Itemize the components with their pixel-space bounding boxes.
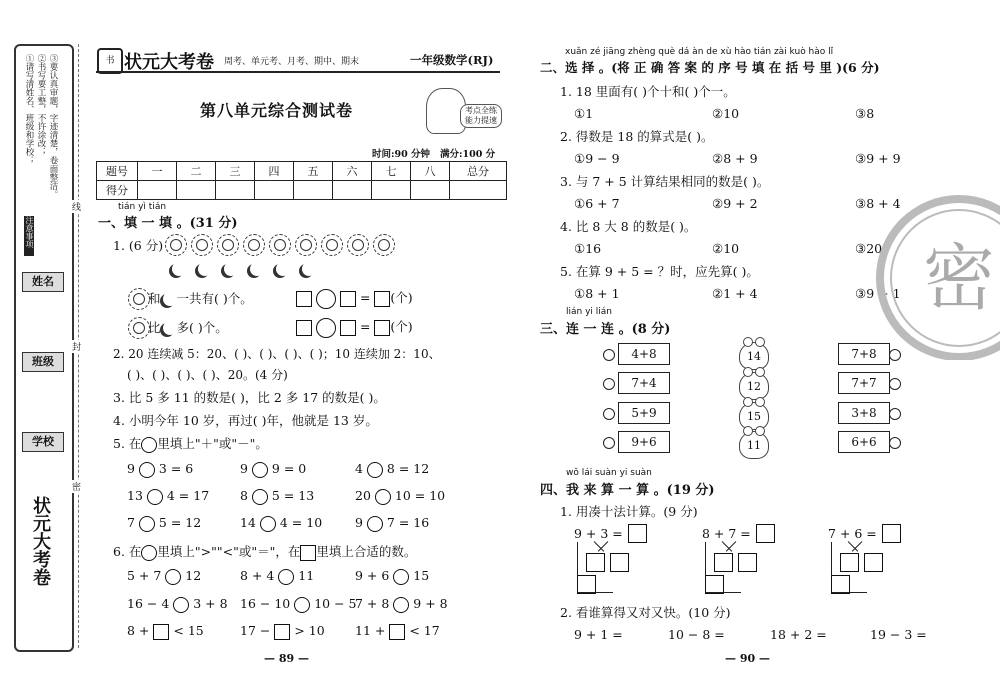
- operand: 16 − 10: [240, 596, 291, 611]
- q6-item: [240, 596, 356, 613]
- operator-circle[interactable]: [367, 462, 383, 478]
- match-dot[interactable]: [603, 349, 615, 361]
- choice-option[interactable]: ①1: [574, 106, 594, 121]
- cut-mark-1: 线: [72, 200, 81, 213]
- q1b-than: 比: [148, 320, 161, 335]
- operand: 8: [240, 488, 248, 503]
- answer-box[interactable]: [340, 320, 356, 336]
- part3-pinyin: lián yi lián: [566, 307, 612, 317]
- quick-calc[interactable]: 19 − 3 =: [870, 627, 927, 642]
- operator-circle[interactable]: [375, 489, 391, 505]
- mascot-caption-2: 能力提速: [465, 116, 497, 125]
- q1a-rest: 一共有( )个。: [176, 291, 253, 306]
- score-label: 得分: [97, 181, 138, 200]
- score-cell: 八: [411, 162, 450, 181]
- q6-mid: 里填上">""<"或"＝"，在: [157, 544, 301, 559]
- choice-option[interactable]: ③8 + 4: [855, 196, 901, 211]
- q6-item: [355, 623, 440, 640]
- operand: 10 = 10: [394, 488, 446, 503]
- q6-item: [240, 623, 325, 640]
- mascot-caption: [460, 104, 502, 128]
- operand: 3 + 8: [193, 596, 228, 611]
- q5-rest: 里填上"＋"或"－"。: [157, 436, 268, 451]
- q5-item: [127, 488, 209, 505]
- match-dot[interactable]: [889, 408, 901, 420]
- choice-option[interactable]: ②1 + 4: [712, 286, 758, 301]
- score-cell: 四: [255, 162, 294, 181]
- operand: 7: [127, 515, 135, 530]
- score-cell: 五: [294, 162, 333, 181]
- score-input[interactable]: [138, 181, 177, 200]
- q1a-and: 和: [148, 291, 161, 306]
- score-input[interactable]: [450, 181, 507, 200]
- part4-q1: 1. 用凑十法计算。(9 分): [560, 504, 698, 519]
- part1-heading: 一、填 一 填 。(31 分): [98, 216, 238, 231]
- make-ten-expression: 9 + 3 =: [574, 526, 623, 541]
- part4-q2: 2. 看谁算得又对又快。(10 分): [560, 605, 731, 620]
- sidebar-brand-logo: 状元大考卷: [30, 496, 51, 586]
- answer-box[interactable]: [628, 524, 647, 543]
- circle-glyph: [141, 437, 157, 453]
- operand: < 17: [409, 623, 440, 638]
- exam-time: 时间:90 分钟: [372, 149, 431, 160]
- header-grade: 一年级数学(RJ): [410, 53, 494, 67]
- sun-icon: [222, 239, 234, 251]
- frog-number[interactable]: 14: [739, 342, 769, 370]
- operand: 9 + 8: [413, 596, 448, 611]
- q5-intro: [113, 434, 268, 453]
- match-dot[interactable]: [889, 378, 901, 390]
- choice-option[interactable]: ②10: [712, 106, 740, 121]
- cut-mark-2: 封: [72, 340, 81, 353]
- operand: 4 = 17: [166, 488, 210, 503]
- q5-item: [355, 488, 445, 505]
- operand: 9: [127, 461, 135, 476]
- answer-box[interactable]: [831, 575, 850, 594]
- answer-box[interactable]: [586, 553, 605, 572]
- score-table-score-row: [97, 181, 507, 200]
- operand: 11: [298, 568, 315, 583]
- exam-title: 第八单元综合测试卷: [200, 101, 354, 120]
- moon-icon: [172, 262, 186, 276]
- circle-glyph: [141, 545, 157, 561]
- choice-option[interactable]: ②8 + 9: [712, 151, 758, 166]
- q2-line2: ( )、( )、( )、( )、20。(4 分): [127, 368, 288, 382]
- match-left-box[interactable]: 4+8: [618, 343, 670, 365]
- sidebar-badge: 注意事项: [24, 216, 34, 256]
- operator-circle[interactable]: [316, 289, 336, 309]
- sun-icon: [133, 322, 145, 334]
- q1b-text: [148, 318, 228, 336]
- score-cell: 二: [177, 162, 216, 181]
- score-input[interactable]: [216, 181, 255, 200]
- frog-number[interactable]: 15: [739, 402, 769, 430]
- q6-item: [355, 568, 429, 585]
- sun-icon: [248, 239, 260, 251]
- operand: 14: [240, 515, 256, 530]
- answer-box[interactable]: [374, 291, 390, 307]
- match-dot[interactable]: [889, 437, 901, 449]
- moon-icon: [163, 292, 177, 306]
- choice-option[interactable]: ①16: [574, 241, 602, 256]
- answer-box[interactable]: [610, 553, 629, 572]
- operand: 8 + 4: [240, 568, 275, 583]
- q4: 4. 小明今年 10 岁，再过( )年，他就是 13 岁。: [113, 413, 378, 428]
- match-right-box[interactable]: 3+8: [838, 402, 890, 424]
- operator-circle[interactable]: [252, 462, 268, 478]
- cut-mark-3: 密: [72, 480, 81, 493]
- operand: 10 − 5: [314, 596, 357, 611]
- q6-item: [355, 596, 448, 613]
- moon-icon: [276, 262, 290, 276]
- choice-option[interactable]: ③9 + 1: [855, 286, 901, 301]
- operand: 16 − 4: [127, 596, 170, 611]
- score-cell: 总分: [450, 162, 507, 181]
- sun-icon: [378, 239, 390, 251]
- operator-circle[interactable]: [316, 318, 336, 338]
- match-right-box[interactable]: 7+7: [838, 372, 890, 394]
- sidebar-instruction-1: ①请写清姓名、班级和学校；: [24, 54, 34, 165]
- answer-box[interactable]: [296, 320, 312, 336]
- part1-pinyin: tián yì tián: [118, 202, 167, 212]
- part2-heading: 二、选 择 。(将 正 确 答 案 的 序 号 填 在 括 号 里 )(6 分): [540, 60, 880, 75]
- answer-box[interactable]: [296, 291, 312, 307]
- match-right-box[interactable]: 7+8: [838, 343, 890, 365]
- answer-box[interactable]: [705, 575, 724, 594]
- q6-item: [127, 568, 201, 585]
- operator-circle[interactable]: [367, 516, 383, 532]
- operand: 7 + 8: [355, 596, 390, 611]
- compare-circle[interactable]: [393, 597, 409, 613]
- score-table: [96, 161, 507, 200]
- score-input[interactable]: [333, 181, 372, 200]
- class-label: 班级: [22, 352, 64, 372]
- q1a-equation: = (个): [296, 288, 413, 309]
- score-input[interactable]: [294, 181, 333, 200]
- frog-number[interactable]: 12: [739, 372, 769, 400]
- sidebar-instruction-2: ②书写要工整，不许涂改；: [36, 54, 46, 156]
- compare-circle[interactable]: [294, 597, 310, 613]
- choice-option[interactable]: ③9 + 9: [855, 151, 901, 166]
- answer-box[interactable]: [340, 291, 356, 307]
- sun-icon: [300, 239, 312, 251]
- answer-box[interactable]: [389, 624, 405, 640]
- q1-label: 1. (6 分): [113, 238, 164, 253]
- q3: 3. 比 5 多 11 的数是( )，比 2 多 17 的数是( )。: [113, 390, 386, 405]
- moon-icon: [163, 321, 177, 335]
- compare-circle[interactable]: [165, 569, 181, 585]
- header-rule: [96, 71, 500, 73]
- make-ten-expression: 8 + 7 =: [702, 526, 751, 541]
- answer-box[interactable]: [577, 575, 596, 594]
- part4-pinyin: wǒ lái suàn yi suàn: [566, 468, 652, 478]
- operand: 15: [413, 568, 430, 583]
- moon-icon: [198, 262, 212, 276]
- compare-circle[interactable]: [393, 569, 409, 585]
- q2-line1: 2. 20 连续减 5：20、( )、( )、( )、( )；10 连续加 2：10、: [113, 347, 441, 361]
- answer-box[interactable]: [882, 524, 901, 543]
- sun-icon: [274, 239, 286, 251]
- operand: 9 = 0: [271, 461, 307, 476]
- sun-icon: [326, 239, 338, 251]
- q5-item: [240, 488, 314, 505]
- operator-circle[interactable]: [260, 516, 276, 532]
- q5-item: [355, 461, 429, 478]
- choice-option[interactable]: ①6 + 7: [574, 196, 620, 211]
- q5-item: [355, 515, 429, 532]
- answer-box[interactable]: [840, 553, 859, 572]
- sidebar: [14, 44, 74, 652]
- match-left-box[interactable]: 9+6: [618, 431, 670, 453]
- operand: 12: [185, 568, 202, 583]
- page-number-right: — 90 —: [725, 652, 770, 665]
- choice-option[interactable]: ②9 + 2: [712, 196, 758, 211]
- q6-item: [127, 623, 204, 640]
- operand: 5 + 7: [127, 568, 162, 583]
- exam-score: 满分:100 分: [440, 149, 496, 160]
- moon-icon: [302, 262, 316, 276]
- operand: 20: [355, 488, 371, 503]
- score-cell: 一: [138, 162, 177, 181]
- secret-seal-stamp: 密: [876, 195, 1000, 360]
- score-input[interactable]: [411, 181, 450, 200]
- quick-calc[interactable]: 18 + 2 =: [770, 627, 827, 642]
- choice-option[interactable]: ①8 + 1: [574, 286, 620, 301]
- operand: 11 +: [355, 623, 386, 638]
- header-series: 周考、单元考、月考、期中、期末: [224, 57, 360, 67]
- square-glyph: [300, 545, 316, 561]
- operand: 9: [355, 515, 363, 530]
- answer-box[interactable]: [274, 624, 290, 640]
- make-ten-expression: 7 + 6 =: [828, 526, 877, 541]
- score-input[interactable]: [372, 181, 411, 200]
- match-right-box[interactable]: 6+6: [838, 431, 890, 453]
- choice-q1: 1. 18 里面有( )个十和( )个一。: [560, 84, 736, 99]
- unit-ge: (个): [390, 290, 413, 305]
- part3-heading: 三、连 一 连 。(8 分): [540, 322, 671, 337]
- match-dot[interactable]: [603, 437, 615, 449]
- q1b-rest: 多( )个。: [176, 320, 228, 335]
- answer-box[interactable]: [738, 553, 757, 572]
- choice-option[interactable]: ①9 − 9: [574, 151, 620, 166]
- school-label: 学校: [22, 432, 64, 452]
- operand: < 15: [173, 623, 204, 638]
- operand: 13: [127, 488, 143, 503]
- compare-circle[interactable]: [278, 569, 294, 585]
- answer-box[interactable]: [714, 553, 733, 572]
- operand: 9: [240, 461, 248, 476]
- compare-circle[interactable]: [173, 597, 189, 613]
- q1b-equation: = (个): [296, 317, 413, 338]
- q5-item: [240, 461, 306, 478]
- operand: 7 = 16: [386, 515, 430, 530]
- operand: 3 = 6: [158, 461, 194, 476]
- sun-icon: [352, 239, 364, 251]
- match-left-box[interactable]: 5+9: [618, 402, 670, 424]
- q6-rest: 里填上合适的数。: [316, 544, 417, 559]
- part4-heading: 四、我 来 算 一 算 。(19 分): [540, 483, 715, 498]
- match-dot[interactable]: [603, 378, 615, 390]
- operand: 9 + 6: [355, 568, 390, 583]
- header-brand-logo: 状元大考卷: [124, 52, 214, 73]
- operator-circle[interactable]: [139, 516, 155, 532]
- choice-q5: 5. 在算 9 + 5 = ？时，应先算( )。: [560, 264, 759, 279]
- frog-number[interactable]: 11: [739, 431, 769, 459]
- part2-pinyin: xuǎn zé jiāng zhèng què dá àn de xù hào tián zài kuò hào lǐ: [565, 47, 834, 57]
- quick-calc[interactable]: 9 + 1 =: [574, 627, 623, 642]
- page-number-left: — 89 —: [264, 652, 309, 665]
- operand: 8 = 12: [386, 461, 430, 476]
- sidebar-instruction-3: ③要认真审题，字迹清楚，卷面整洁。: [48, 54, 58, 199]
- name-label: 姓名: [22, 272, 64, 292]
- operator-circle[interactable]: [147, 489, 163, 505]
- operator-circle[interactable]: [139, 462, 155, 478]
- answer-box[interactable]: [756, 524, 775, 543]
- seal-clip: [870, 180, 1000, 360]
- sun-icon: [170, 239, 182, 251]
- moon-icon: [224, 262, 238, 276]
- moon-icon: [250, 262, 264, 276]
- score-cell: 七: [372, 162, 411, 181]
- answer-box[interactable]: [153, 624, 169, 640]
- q5-item: [127, 515, 201, 532]
- score-input[interactable]: [255, 181, 294, 200]
- unit-ge: (个): [390, 319, 413, 334]
- choice-option[interactable]: ②10: [712, 241, 740, 256]
- choice-q2: 2. 得数是 18 的算式是( )。: [560, 129, 714, 144]
- operand: 8 +: [127, 623, 150, 638]
- operand: 5 = 12: [158, 515, 202, 530]
- choice-option[interactable]: ③20: [855, 241, 883, 256]
- operand: 5 = 13: [271, 488, 315, 503]
- operator-circle[interactable]: [252, 489, 268, 505]
- score-cell: 题号: [97, 162, 138, 181]
- q5-item: [240, 515, 322, 532]
- q5-intro-text: 5. 在: [113, 436, 142, 451]
- q5-item: [127, 461, 193, 478]
- score-table-header-row: [97, 162, 507, 181]
- q6-item: [240, 568, 314, 585]
- q6-intro: [113, 542, 416, 561]
- choice-q3: 3. 与 7 + 5 计算结果相同的数是( )。: [560, 174, 770, 189]
- operand: 4 = 10: [279, 515, 323, 530]
- answer-box[interactable]: [374, 320, 390, 336]
- score-input[interactable]: [177, 181, 216, 200]
- choice-option[interactable]: ③8: [855, 106, 875, 121]
- operand: 4: [355, 461, 363, 476]
- match-dot[interactable]: [603, 408, 615, 420]
- score-cell: 六: [333, 162, 372, 181]
- sun-icon: [133, 293, 145, 305]
- operand: 17 −: [240, 623, 271, 638]
- quick-calc[interactable]: 10 − 8 =: [668, 627, 725, 642]
- choice-q4: 4. 比 8 大 8 的数是( )。: [560, 219, 697, 234]
- sun-icon: [196, 239, 208, 251]
- mascot-caption-1: 考点全练: [465, 106, 497, 115]
- book-icon: 书: [97, 48, 123, 74]
- match-left-box[interactable]: 7+4: [618, 372, 670, 394]
- answer-box[interactable]: [864, 553, 883, 572]
- q6-intro-text: 6. 在: [113, 544, 142, 559]
- q6-item: [127, 596, 228, 613]
- score-cell: 三: [216, 162, 255, 181]
- operand: > 10: [294, 623, 325, 638]
